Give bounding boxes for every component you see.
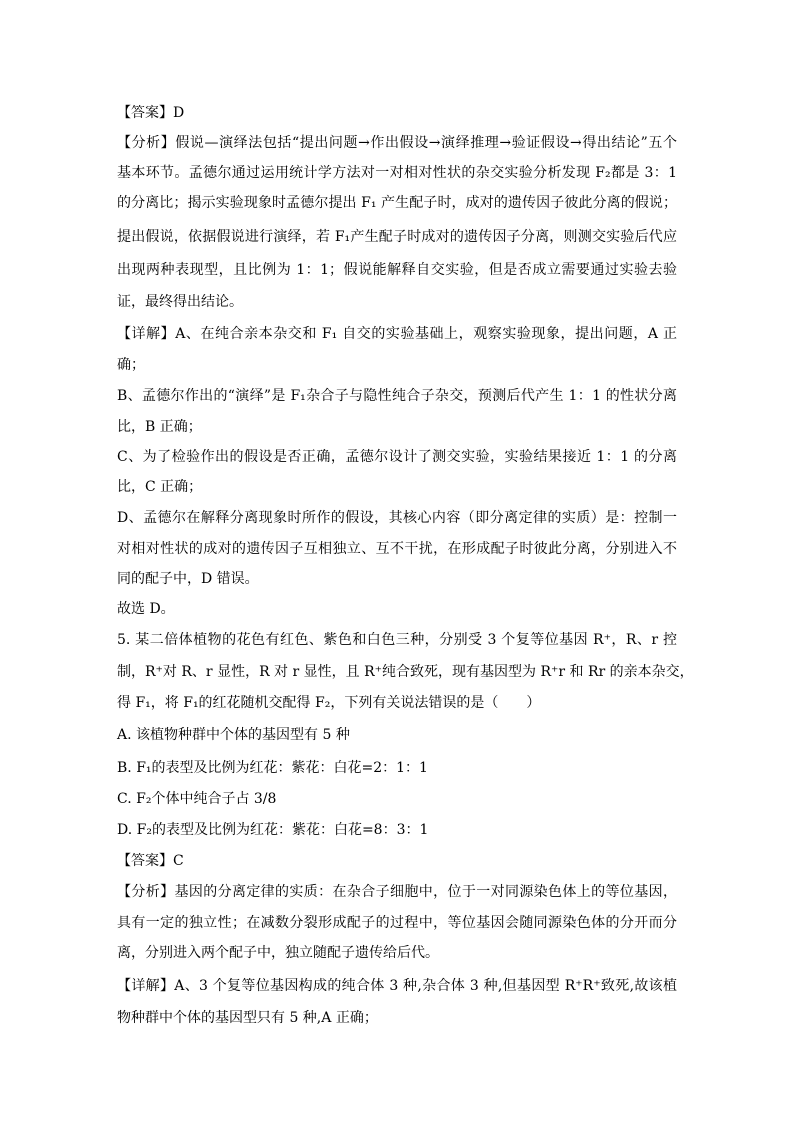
q5-stem-line: 制，R⁺对 R、r 显性，R 对 r 显性，且 R⁺纯合致死，现有基因型为 R⁺r 和 Rr 的亲本杂交， <box>117 664 694 680</box>
q4-detail-line: 比，B 正确； <box>117 419 202 435</box>
q5-answer: 【答案】C <box>117 853 184 869</box>
q4-detail-line: D、孟德尔在解释分离现象时所作的假设，其核心内容（即分离定律的实质）是：控制一 <box>117 510 677 526</box>
q4-analysis-line: 提出假说，依据假说进行演绎，若 F₁产生配子时成对的遗传因子分离，则测交实验后代应 <box>117 229 677 245</box>
q4-detail-line: 确； <box>117 357 145 373</box>
q5-option-c: C. F₂个体中纯合子占 3/8 <box>117 791 277 807</box>
q4-analysis-line: 【分析】假说—演绎法包括“提出问题→作出假设→演绎推理→验证假设→得出结论”五个 <box>117 135 677 151</box>
q5-stem-line: 得 F₁，将 F₁的红花随机交配得 F₂，下列有关说法错误的是（ ） <box>117 695 541 711</box>
q5-analysis-line: 离，分别进入两个配子中，独立随配子遗传给后代。 <box>117 945 439 961</box>
q4-detail-line: 【详解】A、在纯合亲本杂交和 F₁ 自交的实验基础上，观察实验现象，提出问题，A 正 <box>117 326 677 342</box>
q5-analysis-line: 具有一定的独立性；在减数分裂形成配子的过程中，等位基因会随同源染色体的分开而分 <box>117 915 677 931</box>
q4-analysis-line: 出现两种表现型，且比例为 1：1；假说能解释自交实验，但是否成立需要通过实验去验 <box>117 262 677 278</box>
q5-analysis-line: 【分析】基因的分离定律的实质：在杂合子细胞中，位于一对同源染色体上的等位基因， <box>117 884 677 900</box>
q4-detail-line: B、孟德尔作出的“演绎”是 F₁杂合子与隐性纯合子杂交，预测后代产生 1：1 的性状分离 <box>117 388 677 404</box>
q5-detail-line: 【详解】A、3 个复等位基因构成的纯合体 3 种,杂合体 3 种,但基因型 R⁺R⁺致死,故该植 <box>117 978 677 994</box>
q4-conclusion: 故选 D。 <box>117 601 175 617</box>
q5-detail-line: 物种群中个体的基因型只有 5 种,A 正确； <box>117 1010 378 1026</box>
q4-detail-line: 对相对性状的成对的遗传因子互相独立、互不干扰，在形成配子时彼此分离，分别进入不 <box>117 541 677 557</box>
q4-detail-line: 同的配子中，D 错误。 <box>117 571 259 587</box>
q4-detail-line: C、为了检验作出的假设是否正确，孟德尔设计了测交实验，实验结果接近 1：1 的分离 <box>117 449 677 465</box>
q4-detail-line: 比，C 正确； <box>117 479 203 495</box>
q4-analysis-line: 的分离比；揭示实验现象时孟德尔提出 F₁ 产生配子时，成对的遗传因子彼此分离的假说； <box>117 195 677 211</box>
q5-option-a: A. 该植物种群中个体的基因型有 5 种 <box>117 727 350 743</box>
q5-option-b: B. F₁的表型及比例为红花：紫花：白花=2：1：1 <box>117 760 428 776</box>
q5-stem-line: 5. 某二倍体植物的花色有红色、紫色和白色三种，分别受 3 个复等位基因 R⁺，R、r 控 <box>117 632 677 648</box>
q4-analysis-line: 证，最终得出结论。 <box>117 294 243 310</box>
q4-analysis-line: 基本环节。孟德尔通过运用统计学方法对一对相对性状的杂交实验分析发现 F₂都是 3：1 <box>117 165 677 181</box>
q4-answer: 【答案】D <box>117 105 185 121</box>
q5-option-d: D. F₂的表型及比例为红花：紫花：白花=8：3：1 <box>117 822 429 838</box>
